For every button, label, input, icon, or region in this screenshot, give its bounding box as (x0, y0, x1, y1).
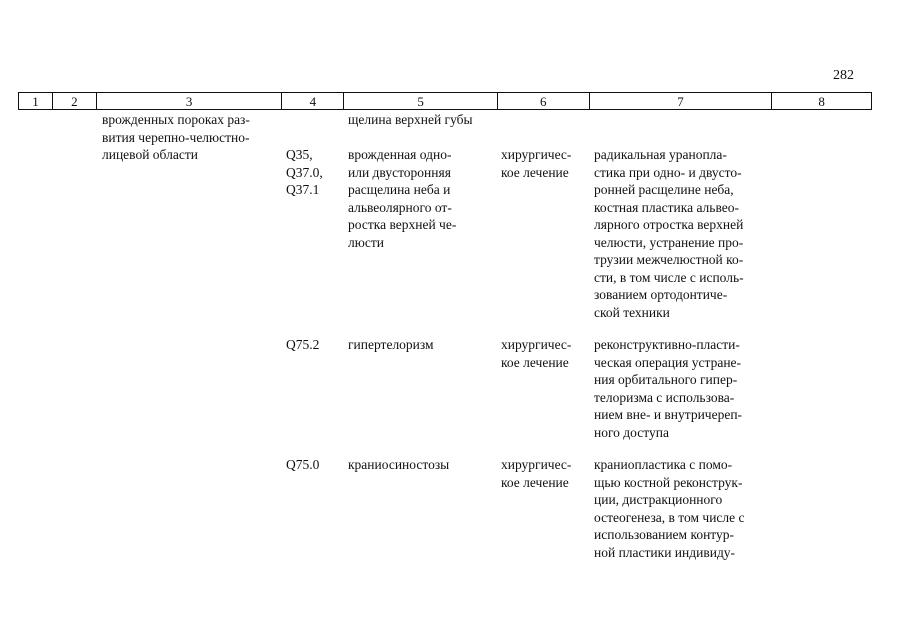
header-cell-2: 2 (53, 93, 97, 109)
row-1-treatment (501, 146, 585, 181)
code-line: Q75.0 (286, 457, 320, 472)
text-line: вития черепно-челюстно- (102, 129, 250, 145)
row-1-diagnosis (348, 146, 491, 251)
text-line: гипертелоризм (348, 337, 434, 352)
text-line: врожденных пороках раз- (102, 112, 250, 127)
text-line: радикальная уранопла- (594, 147, 727, 162)
row-1-codes (286, 146, 338, 199)
text-line: альвеолярного от- (348, 199, 452, 215)
row-2-codes (286, 336, 338, 354)
text-line: зованием ортодонтиче- (594, 287, 728, 302)
text-line: ронней расщелине неба, (594, 182, 734, 197)
text-line: лярного отростка верхней (594, 217, 744, 232)
text-line: нием вне- и внутричереп- (594, 407, 743, 422)
row-3-codes (286, 456, 338, 474)
row-2-treatment (501, 336, 585, 371)
text-line: ного доступа (594, 424, 669, 440)
text-line: реконструктивно-пласти- (594, 337, 740, 352)
text-line: кое лечение (501, 474, 569, 490)
row-2-method (594, 336, 767, 441)
text-line: кое лечение (501, 354, 569, 370)
text-line: остеогенеза, в том числе с (594, 509, 745, 525)
text-line: хирургичес- (501, 337, 572, 352)
text-line: или двусторонняя (348, 164, 451, 180)
text-line: ной пластики индивиду- (594, 544, 736, 560)
page-number: 282 (833, 68, 854, 83)
row-3-diagnosis (348, 456, 491, 474)
row-3-method (594, 456, 767, 561)
header-cell-4: 4 (282, 93, 344, 109)
text-line: хирургичес- (501, 147, 572, 162)
text-line: ния орбитального гипер- (594, 372, 738, 387)
text-line: краниопластика с помо- (594, 457, 733, 472)
text-line: ческая операция устране- (594, 354, 742, 370)
header-cell-6: 6 (498, 93, 590, 109)
text-line: сти, в том числе с исполь- (594, 269, 744, 285)
text-line: использованием контур- (594, 527, 735, 542)
text-line: лицевой области (102, 147, 198, 162)
text-line: челюсти, устранение про- (594, 234, 744, 250)
header-cell-8: 8 (818, 93, 825, 109)
continued-diagnosis: щелина верхней губы (348, 112, 473, 127)
text-line: телоризма с использова- (594, 389, 735, 405)
row-1-method (594, 146, 767, 321)
text-line: кое лечение (501, 164, 569, 180)
text-line: ции, дистракционного (594, 492, 723, 507)
text-line: костная пластика альвео- (594, 199, 739, 215)
text-line: люсти (348, 234, 384, 250)
header-cell-7: 7 (590, 93, 773, 109)
text-line: ростка верхней че- (348, 217, 457, 232)
text-line: краниосиностозы (348, 457, 450, 472)
row-2-diagnosis (348, 336, 491, 354)
code-line: Q35, (286, 147, 313, 162)
text-line: ской техники (594, 304, 670, 320)
code-line: Q75.2 (286, 337, 320, 352)
continued-group-name (102, 111, 275, 164)
text-line: хирургичес- (501, 457, 572, 472)
text-line: врожденная одно- (348, 147, 452, 162)
text-line: стика при одно- и двусто- (594, 164, 742, 180)
text-line: трузии межчелюстной ко- (594, 252, 744, 267)
code-line: Q37.1 (286, 182, 320, 197)
header-cell-3: 3 (97, 93, 283, 109)
header-cell-1: 1 (19, 93, 53, 109)
text-line: щью костной реконструк- (594, 474, 743, 490)
header-cell-5: 5 (344, 93, 498, 109)
table-header-row (18, 92, 872, 110)
code-line: Q37.0, (286, 164, 323, 180)
text-line: расщелина неба и (348, 182, 451, 197)
row-3-treatment (501, 456, 585, 491)
